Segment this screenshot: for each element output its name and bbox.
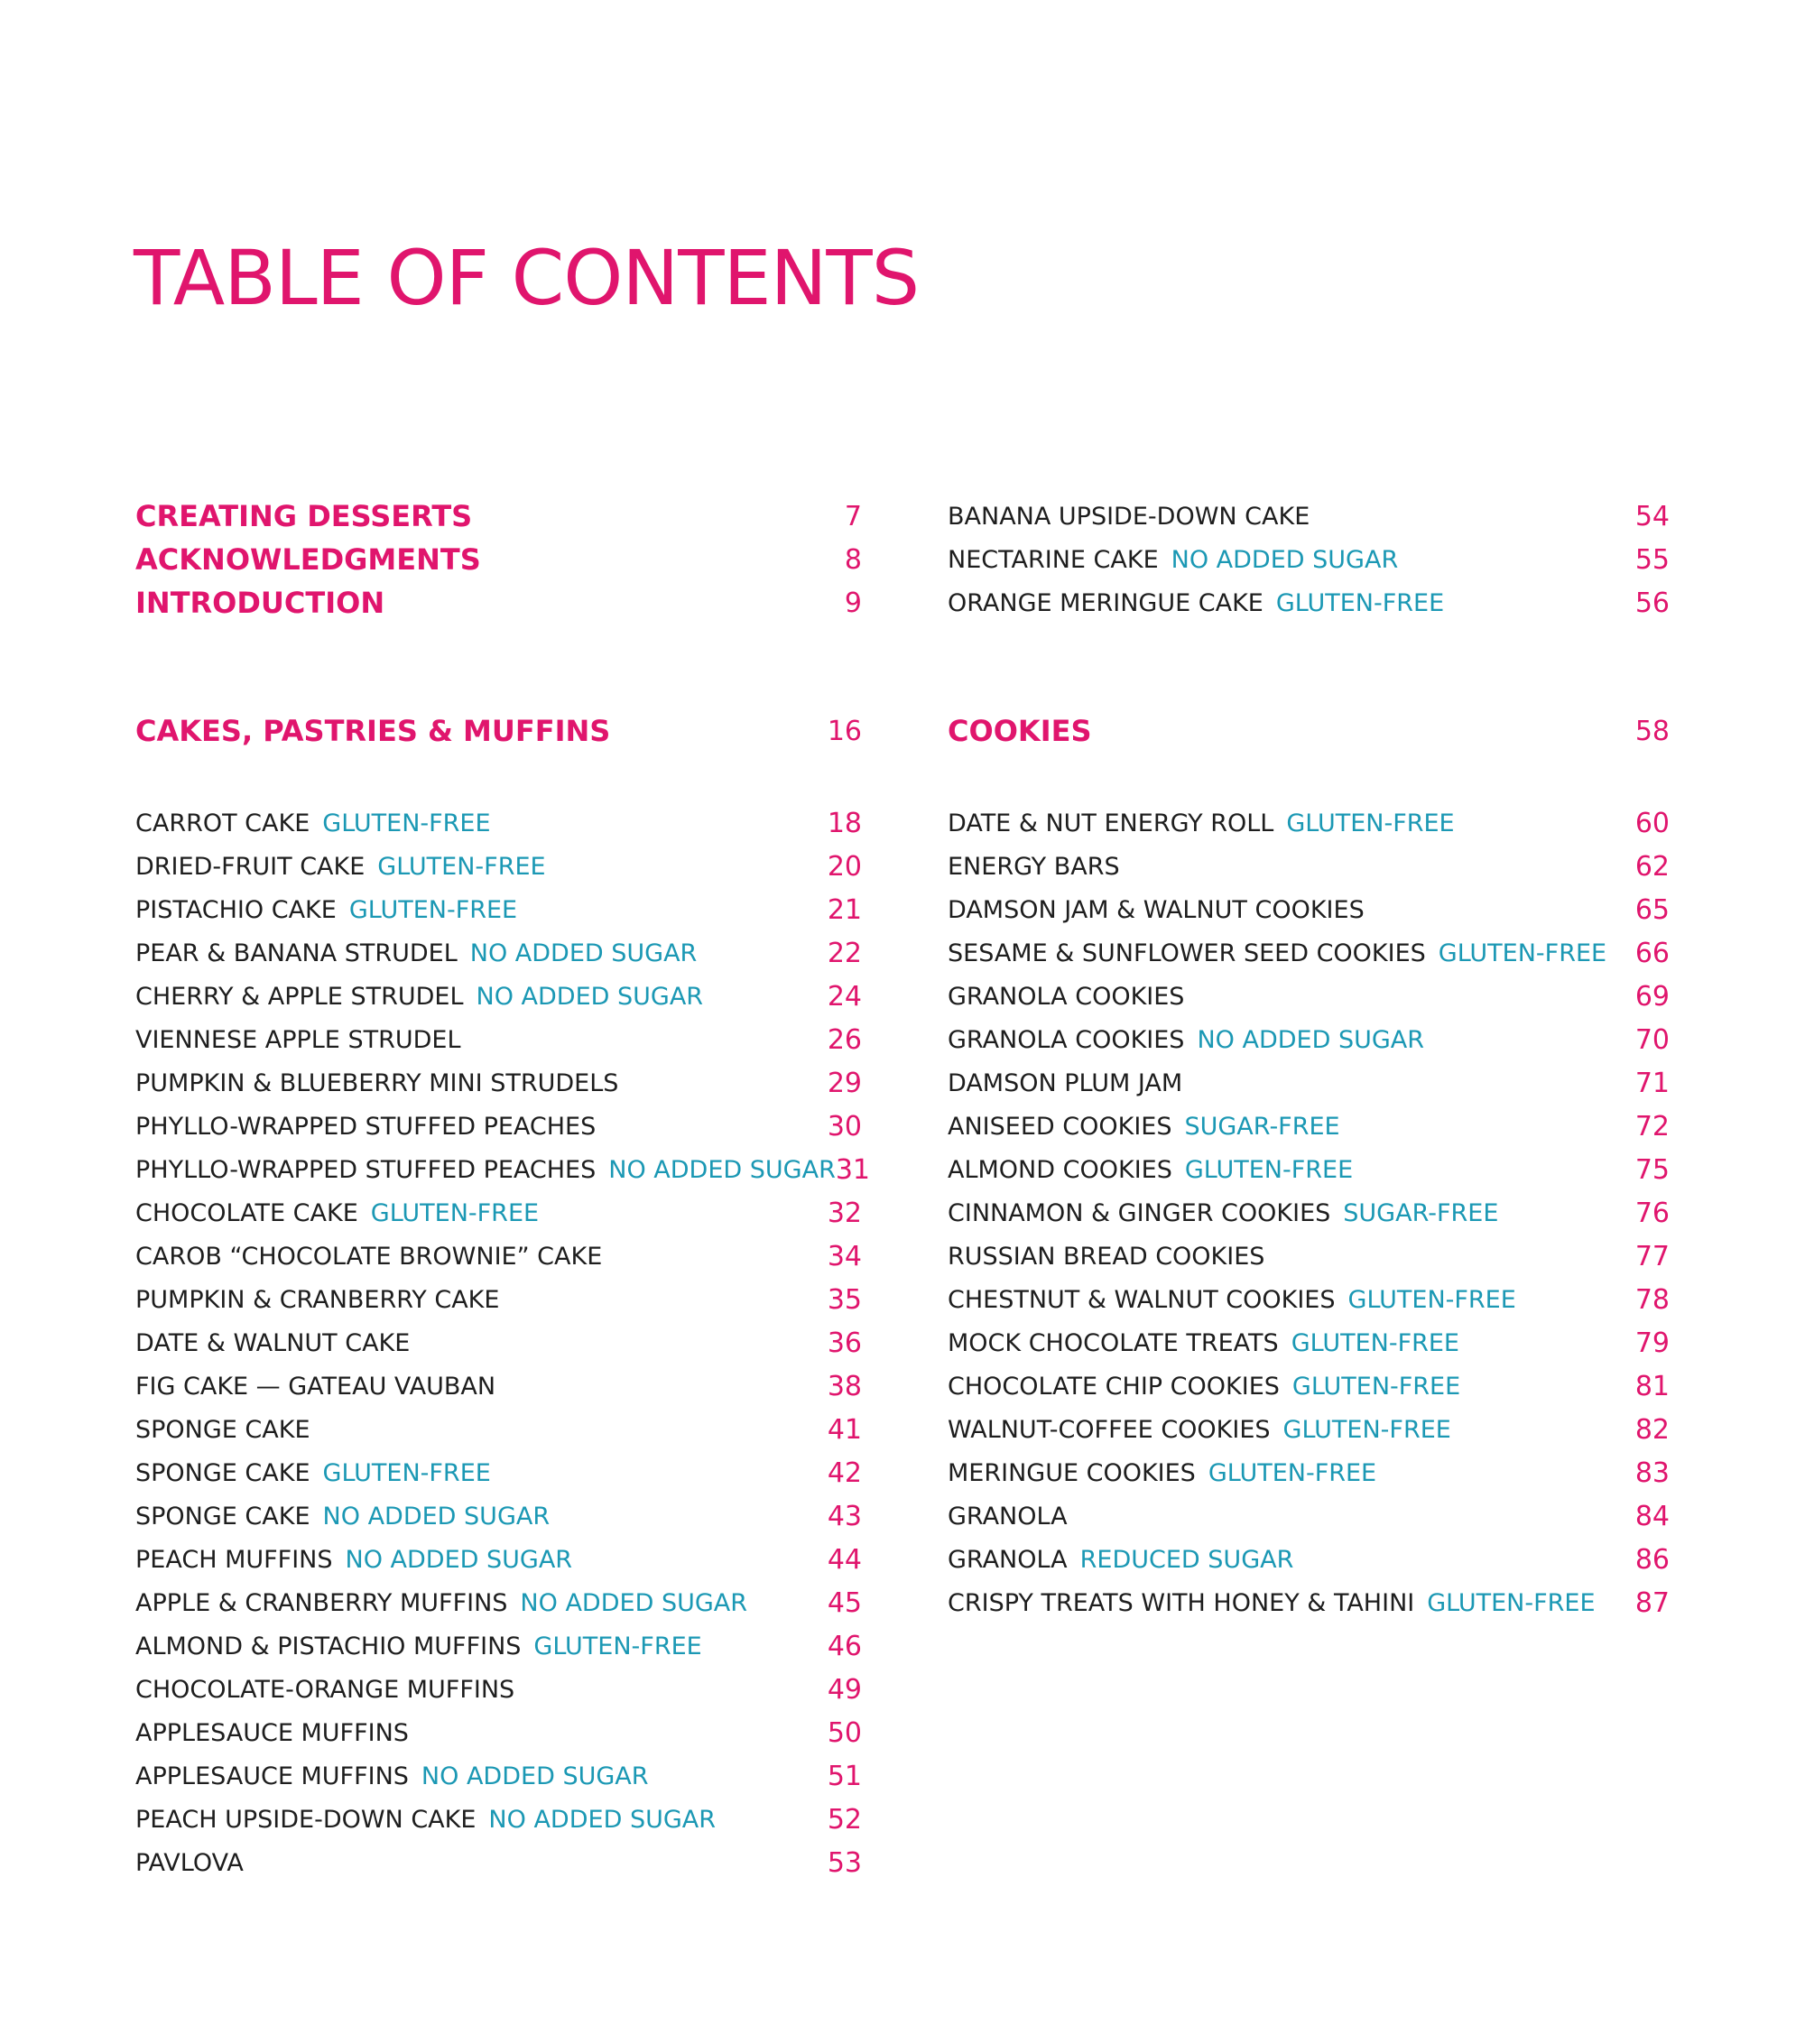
- toc-entry-title: PAVLOVA: [135, 1848, 244, 1877]
- toc-entry[interactable]: [135, 1018, 862, 1061]
- toc-page-number: 50: [827, 1716, 862, 1749]
- toc-page-number: 55: [1634, 543, 1670, 576]
- toc-front-matter-item[interactable]: [135, 581, 862, 624]
- toc-page-number: 60: [1634, 807, 1670, 839]
- toc-entry-text: [135, 1719, 409, 1747]
- toc-entry-title: DATE & NUT ENERGY ROLL: [948, 809, 1274, 837]
- toc-entry-title: ORANGE MERINGUE CAKE: [948, 588, 1264, 617]
- toc-entry-title: SESAME & SUNFLOWER SEED COOKIES: [948, 939, 1426, 967]
- toc-entry-text: [135, 1632, 702, 1660]
- toc-entry[interactable]: [135, 1364, 862, 1408]
- toc-page-number: 77: [1634, 1240, 1670, 1272]
- toc-page-number: 81: [1634, 1370, 1670, 1402]
- toc-entry[interactable]: [135, 1278, 862, 1321]
- toc-page-number: 34: [827, 1240, 862, 1272]
- toc-entry-text: [135, 499, 472, 533]
- toc-entry[interactable]: [948, 1235, 1670, 1278]
- toc-entry[interactable]: [135, 1235, 862, 1278]
- toc-entry-text: [948, 1589, 1596, 1617]
- toc-entry-title: PEACH UPSIDE-DOWN CAKE: [135, 1805, 477, 1834]
- toc-entry-title: APPLESAUCE MUFFINS: [135, 1718, 409, 1747]
- dietary-tag: GLUTEN-FREE: [1291, 1372, 1461, 1401]
- toc-page-number: 58: [1634, 715, 1670, 747]
- toc-entry[interactable]: [135, 1538, 862, 1581]
- toc-page-number: 66: [1634, 937, 1670, 969]
- toc-entry[interactable]: [948, 1408, 1670, 1451]
- dietary-tag: GLUTEN-FREE: [1347, 1285, 1516, 1314]
- toc-entry-title: SPONGE CAKE: [135, 1502, 310, 1531]
- dietary-tag: GLUTEN-FREE: [1275, 588, 1445, 617]
- toc-entry-text: [135, 1762, 649, 1790]
- toc-entry[interactable]: [135, 1754, 862, 1798]
- toc-entry-title: CAKES, PASTRIES & MUFFINS: [135, 714, 611, 748]
- toc-page-number: 72: [1634, 1110, 1670, 1142]
- toc-entry[interactable]: [948, 1018, 1670, 1061]
- dietary-tag: NO ADDED SUGAR: [1197, 1025, 1425, 1054]
- toc-entry-title: PEACH MUFFINS: [135, 1545, 333, 1574]
- toc-entry-title: ENERGY BARS: [948, 852, 1120, 881]
- dietary-tag: GLUTEN-FREE: [1438, 939, 1607, 967]
- toc-entry-title: PEAR & BANANA STRUDEL: [135, 939, 458, 967]
- toc-entry-text: [135, 1026, 461, 1054]
- toc-page-number: 51: [827, 1760, 862, 1792]
- toc-front-matter-item[interactable]: [135, 538, 862, 581]
- toc-entry[interactable]: [135, 1061, 862, 1105]
- toc-entry-title: SPONGE CAKE: [135, 1415, 310, 1444]
- toc-page-number: 53: [827, 1846, 862, 1879]
- toc-page-number: 54: [1634, 500, 1670, 532]
- toc-entry-text: [135, 939, 697, 967]
- toc-entry[interactable]: [948, 931, 1670, 975]
- toc-entry[interactable]: [135, 931, 862, 975]
- toc-page-number: 44: [827, 1543, 862, 1576]
- toc-entry-title: COOKIES: [948, 714, 1092, 748]
- toc-page-number: 38: [827, 1370, 862, 1402]
- toc-entry-text: [948, 714, 1092, 748]
- toc-entry-text: [135, 1243, 602, 1271]
- toc-page-number: 71: [1634, 1067, 1670, 1099]
- toc-entry[interactable]: [948, 1061, 1670, 1105]
- toc-page-number: 35: [827, 1283, 862, 1316]
- toc-entry[interactable]: [135, 1148, 871, 1191]
- toc-page-number: 78: [1634, 1283, 1670, 1316]
- toc-entry-text: [135, 809, 491, 837]
- dietary-tag: SUGAR-FREE: [1184, 1112, 1340, 1141]
- toc-page-number: 43: [827, 1500, 862, 1532]
- dietary-tag: GLUTEN-FREE: [1427, 1588, 1596, 1617]
- toc-page-number: 9: [844, 587, 862, 619]
- toc-page-number: 76: [1634, 1197, 1670, 1229]
- toc-page-number: 84: [1634, 1500, 1670, 1532]
- toc-entry-text: [135, 1286, 499, 1314]
- toc-entry[interactable]: [135, 1408, 862, 1451]
- toc-entry-text: [948, 1113, 1340, 1141]
- dietary-tag: GLUTEN-FREE: [370, 1198, 540, 1227]
- toc-entry-title: PISTACHIO CAKE: [135, 895, 337, 924]
- toc-entry-text: [135, 853, 546, 881]
- dietary-tag: REDUCED SUGAR: [1079, 1545, 1294, 1574]
- toc-page-number: 79: [1634, 1327, 1670, 1359]
- spacer: [948, 753, 1670, 801]
- toc-entry-title: PUMPKIN & BLUEBERRY MINI STRUDELS: [135, 1068, 619, 1097]
- page-title: TABLE OF CONTENTS: [134, 234, 920, 322]
- toc-page-number: 70: [1634, 1023, 1670, 1056]
- toc-page-number: 45: [827, 1586, 862, 1619]
- toc-entry-text: [135, 1329, 410, 1357]
- toc-entry[interactable]: [948, 1581, 1670, 1624]
- toc-entry-text: [948, 983, 1184, 1011]
- toc-entry-title: DAMSON JAM & WALNUT COOKIES: [948, 895, 1365, 924]
- toc-entry-title: MOCK CHOCOLATE TREATS: [948, 1328, 1279, 1357]
- toc-entry[interactable]: [135, 1581, 862, 1624]
- toc-page-number: 41: [827, 1413, 862, 1446]
- dietary-tag: GLUTEN-FREE: [348, 895, 518, 924]
- toc-entry-title: GRANOLA: [948, 1502, 1068, 1531]
- toc-entry-title: ANISEED COOKIES: [948, 1112, 1172, 1141]
- toc-entry-text: [948, 809, 1455, 837]
- toc-entry[interactable]: [948, 1364, 1670, 1408]
- toc-page-number: 7: [844, 500, 862, 532]
- toc-page-number: 36: [827, 1327, 862, 1359]
- dietary-tag: GLUTEN-FREE: [1184, 1155, 1354, 1184]
- toc-entry[interactable]: [948, 538, 1670, 581]
- toc-page-number: 32: [827, 1197, 862, 1229]
- dietary-tag: GLUTEN-FREE: [1208, 1458, 1377, 1487]
- toc-entry-title: WALNUT-COFFEE COOKIES: [948, 1415, 1271, 1444]
- toc-page-number: 18: [827, 807, 862, 839]
- toc-entry-title: CHOCOLATE CAKE: [135, 1198, 358, 1227]
- toc-entry[interactable]: [135, 1668, 862, 1711]
- toc-entry-title: CHOCOLATE-ORANGE MUFFINS: [135, 1675, 515, 1704]
- toc-page-number: 87: [1634, 1586, 1670, 1619]
- toc-entry-title: CARROT CAKE: [135, 809, 310, 837]
- toc-entry-text: [135, 1373, 495, 1401]
- toc-entry[interactable]: [135, 1191, 862, 1235]
- toc-entry-text: [948, 1329, 1459, 1357]
- toc-entry-text: [948, 589, 1444, 617]
- toc-entry-title: GRANOLA: [948, 1545, 1068, 1574]
- toc-entry-text: [948, 1286, 1516, 1314]
- toc-entry[interactable]: [948, 1321, 1670, 1364]
- toc-entry-title: CHOCOLATE CHIP COOKIES: [948, 1372, 1280, 1401]
- toc-entry-title: DRIED-FRUIT CAKE: [135, 852, 366, 881]
- dietary-tag: GLUTEN-FREE: [1286, 809, 1455, 837]
- toc-entry-text: [948, 896, 1365, 924]
- toc-page-number: 52: [827, 1803, 862, 1836]
- toc-entry-text: [135, 983, 703, 1011]
- dietary-tag: GLUTEN-FREE: [377, 852, 546, 881]
- toc-entry-title: CAROB “CHOCOLATE BROWNIE” CAKE: [135, 1242, 603, 1271]
- toc-front-matter-item[interactable]: [135, 495, 862, 538]
- toc-entry[interactable]: [135, 1494, 862, 1538]
- toc-entry[interactable]: [135, 1624, 862, 1668]
- toc-entry-title: VIENNESE APPLE STRUDEL: [135, 1025, 461, 1054]
- dietary-tag: NO ADDED SUGAR: [1171, 545, 1399, 574]
- toc-entry-title: ALMOND & PISTACHIO MUFFINS: [135, 1632, 522, 1660]
- toc-page-number: 24: [827, 980, 862, 1013]
- toc-entry-title: BANANA UPSIDE-DOWN CAKE: [948, 502, 1310, 531]
- toc-entry[interactable]: [135, 1711, 862, 1754]
- toc-entry-title: CHERRY & APPLE STRUDEL: [135, 982, 464, 1011]
- toc-entry-title: INTRODUCTION: [135, 586, 385, 620]
- toc-entry[interactable]: [135, 1451, 862, 1494]
- toc-entry[interactable]: [135, 975, 862, 1018]
- dietary-tag: GLUTEN-FREE: [1282, 1415, 1451, 1444]
- toc-entry-title: CREATING DESSERTS: [135, 499, 473, 533]
- toc-entry-text: [948, 1069, 1182, 1097]
- toc-entry-title: GRANOLA COOKIES: [948, 982, 1185, 1011]
- dietary-tag: NO ADDED SUGAR: [469, 939, 698, 967]
- toc-entry-text: [948, 1199, 1498, 1227]
- toc-entry-title: PHYLLO-WRAPPED STUFFED PEACHES: [135, 1155, 597, 1184]
- toc-page-number: 75: [1634, 1153, 1670, 1186]
- toc-entry[interactable]: [948, 1538, 1670, 1581]
- toc-entry-text: [948, 853, 1120, 881]
- toc-entry[interactable]: [948, 1105, 1670, 1148]
- toc-section-heading[interactable]: [135, 709, 862, 753]
- toc-page-number: 83: [1634, 1457, 1670, 1489]
- toc-page-number: 8: [844, 543, 862, 576]
- toc-page-number: 42: [827, 1457, 862, 1489]
- dietary-tag: NO ADDED SUGAR: [476, 982, 704, 1011]
- toc-page-number: 46: [827, 1630, 862, 1662]
- toc-entry[interactable]: [948, 1191, 1670, 1235]
- toc-entry-title: GRANOLA COOKIES: [948, 1025, 1185, 1054]
- toc-entry[interactable]: [948, 1148, 1670, 1191]
- toc-entry-title: DATE & WALNUT CAKE: [135, 1328, 411, 1357]
- dietary-tag: NO ADDED SUGAR: [608, 1155, 836, 1184]
- toc-entry-title: PUMPKIN & CRANBERRY CAKE: [135, 1285, 500, 1314]
- toc-entry-text: [135, 714, 610, 748]
- toc-entry-title: CHESTNUT & WALNUT COOKIES: [948, 1285, 1336, 1314]
- toc-entry-text: [135, 1416, 310, 1444]
- toc-page-number: 49: [827, 1673, 862, 1706]
- toc-entry-title: PHYLLO-WRAPPED STUFFED PEACHES: [135, 1112, 597, 1141]
- toc-entry-title: APPLE & CRANBERRY MUFFINS: [135, 1588, 508, 1617]
- toc-entry[interactable]: [135, 801, 862, 845]
- toc-entry[interactable]: [135, 1798, 862, 1841]
- toc-entry-text: [948, 1546, 1293, 1574]
- toc-entry[interactable]: [948, 581, 1670, 624]
- dietary-tag: GLUTEN-FREE: [322, 809, 491, 837]
- toc-page-number: 22: [827, 937, 862, 969]
- toc-entry-title: ALMOND COOKIES: [948, 1155, 1172, 1184]
- toc-entry-title: CINNAMON & GINGER COOKIES: [948, 1198, 1331, 1227]
- toc-entry-text: [135, 1849, 244, 1877]
- dietary-tag: GLUTEN-FREE: [322, 1458, 491, 1487]
- toc-page-number: 31: [835, 1153, 871, 1186]
- dietary-tag: GLUTEN-FREE: [1291, 1328, 1459, 1357]
- toc-entry-text: [948, 1416, 1451, 1444]
- toc-entry-text: [135, 1113, 596, 1141]
- toc-entry-text: [948, 1243, 1264, 1271]
- dietary-tag: NO ADDED SUGAR: [488, 1805, 716, 1834]
- toc-left-column: [135, 495, 871, 1884]
- toc-entry-text: [948, 546, 1398, 574]
- toc-page-number: 82: [1634, 1413, 1670, 1446]
- toc-entry-title: FIG CAKE — GATEAU VAUBAN: [135, 1372, 496, 1401]
- toc-entry[interactable]: [135, 1841, 862, 1884]
- toc-entry-title: RUSSIAN BREAD COOKIES: [948, 1242, 1265, 1271]
- toc-entry-text: [948, 1459, 1376, 1487]
- toc-entry-title: ACKNOWLEDGMENTS: [135, 542, 481, 577]
- toc-page-number: 29: [827, 1067, 862, 1099]
- toc-right-column: [948, 495, 1670, 1624]
- toc-page-number: 65: [1634, 893, 1670, 926]
- toc-page-number: 69: [1634, 980, 1670, 1013]
- toc-page-number: 21: [827, 893, 862, 926]
- toc-entry[interactable]: [948, 1494, 1670, 1538]
- toc-page-number: 30: [827, 1110, 862, 1142]
- toc-entry-text: [135, 1199, 539, 1227]
- spacer: [135, 753, 862, 801]
- toc-entry-text: [948, 1026, 1424, 1054]
- toc-page-number: 56: [1634, 587, 1670, 619]
- toc-entry-title: DAMSON PLUM JAM: [948, 1068, 1183, 1097]
- toc-entry-text: [135, 1589, 747, 1617]
- toc-entry-text: [948, 1156, 1353, 1184]
- toc-entry-title: APPLESAUCE MUFFINS: [135, 1762, 409, 1790]
- toc-entry-text: [135, 1676, 514, 1704]
- toc-entry-text: [135, 1069, 618, 1097]
- spacer: [948, 624, 1670, 709]
- toc-page-number: 26: [827, 1023, 862, 1056]
- toc-entry-text: [135, 542, 481, 577]
- toc-entry-title: CRISPY TREATS WITH HONEY & TAHINI: [948, 1588, 1415, 1617]
- toc-page-number: 86: [1634, 1543, 1670, 1576]
- toc-entry-text: [135, 1459, 491, 1487]
- dietary-tag: SUGAR-FREE: [1343, 1198, 1499, 1227]
- dietary-tag: NO ADDED SUGAR: [421, 1762, 649, 1790]
- toc-entry[interactable]: [135, 845, 862, 888]
- toc-entry-text: [948, 503, 1310, 531]
- toc-entry[interactable]: [135, 888, 862, 931]
- toc-entry-title: SPONGE CAKE: [135, 1458, 310, 1487]
- toc-entry-text: [135, 896, 517, 924]
- spacer: [135, 624, 862, 709]
- toc-page-number: 20: [827, 850, 862, 883]
- toc-entry[interactable]: [948, 888, 1670, 931]
- toc-entry-title: MERINGUE COOKIES: [948, 1458, 1196, 1487]
- toc-entry-text: [135, 1503, 550, 1531]
- toc-entry-text: [948, 1503, 1068, 1531]
- toc-entry-text: [135, 1546, 572, 1574]
- toc-entry[interactable]: [948, 845, 1670, 888]
- toc-entry[interactable]: [948, 975, 1670, 1018]
- toc-section-heading[interactable]: [948, 709, 1670, 753]
- toc-entry[interactable]: [948, 801, 1670, 845]
- toc-entry-text: [948, 1373, 1460, 1401]
- toc-entry[interactable]: [948, 495, 1670, 538]
- toc-entry-text: [948, 939, 1606, 967]
- dietary-tag: NO ADDED SUGAR: [345, 1545, 573, 1574]
- toc-entry[interactable]: [135, 1321, 862, 1364]
- toc-entry-text: [135, 586, 384, 620]
- toc-entry[interactable]: [948, 1451, 1670, 1494]
- toc-entry-title: NECTARINE CAKE: [948, 545, 1159, 574]
- toc-page-number: 16: [827, 715, 862, 747]
- toc-entry-text: [135, 1806, 716, 1834]
- toc-page-number: 62: [1634, 850, 1670, 883]
- dietary-tag: GLUTEN-FREE: [533, 1632, 702, 1660]
- toc-entry[interactable]: [948, 1278, 1670, 1321]
- toc-entry-text: [135, 1156, 836, 1184]
- dietary-tag: NO ADDED SUGAR: [322, 1502, 551, 1531]
- dietary-tag: NO ADDED SUGAR: [520, 1588, 747, 1617]
- toc-entry[interactable]: [135, 1105, 862, 1148]
